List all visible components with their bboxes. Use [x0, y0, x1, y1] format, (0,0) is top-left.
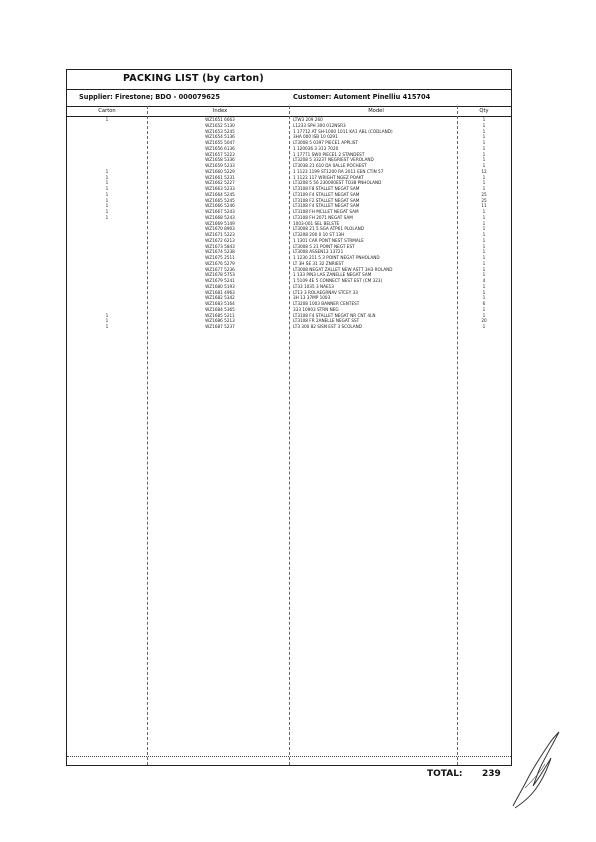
model-cell: LT3108 F8 STALLET NEGAT SAM: [293, 186, 360, 191]
table-row: [67, 117, 511, 123]
header-qty: Qty: [479, 108, 489, 114]
carton-cell: 1: [105, 209, 109, 214]
qty-cell: 1: [482, 134, 486, 140]
table-row: [67, 186, 511, 192]
index-cell: WZ1674 5238: [205, 249, 235, 255]
table-row: [67, 221, 511, 227]
carton-cell: 1: [105, 186, 109, 191]
model-cell: 1 120036 3 313 7020: [293, 145, 339, 151]
table-row: [67, 157, 511, 163]
model-cell: 3HA 000 ISB 10 0291: [293, 134, 338, 140]
table-row: [67, 215, 511, 221]
index-cell: WZ1664 5245: [205, 191, 235, 197]
table-row: [67, 192, 511, 198]
table-row: [67, 295, 511, 301]
index-cell: WZ1660 5229: [205, 168, 235, 174]
table-row: [67, 146, 511, 152]
qty-cell: 1: [482, 312, 486, 318]
carton-cell: 1: [105, 180, 109, 186]
model-cell: LT3208 1003 BANNER CENTEST: [293, 301, 360, 306]
qty-cell: 12: [481, 168, 487, 174]
qty-cell: 25: [481, 191, 487, 197]
qty-cell: 4: [482, 278, 486, 283]
qty-cell: 1: [482, 214, 486, 220]
qty-cell: 1: [482, 163, 486, 168]
model-cell: 1 17771 SW0 PIECE1 2 STANDEST: [293, 151, 365, 157]
table-row: [67, 249, 511, 255]
qty-cell: 1: [482, 220, 486, 226]
table-row: [67, 272, 511, 278]
index-cell: WZ1671 5223: [205, 232, 235, 237]
index-cell: WZ1669 5149: [205, 220, 235, 226]
table-row: [67, 198, 511, 204]
index-cell: WZ1682 5342: [205, 295, 235, 301]
model-cell: 1 5109 4E 5 CONNECT NEST EST (CM 323): [293, 278, 383, 283]
index-cell: WZ1661 5231: [205, 174, 235, 180]
table-row: [67, 129, 511, 135]
table-row: [67, 175, 511, 181]
model-cell: 1 1123 1199 ST1200 RA 2011 EEN CTIN 57: [293, 168, 384, 174]
index-cell: WZ1658 5336: [205, 157, 235, 163]
carton-cell: 1: [105, 214, 109, 220]
qty-cell: 1: [482, 237, 486, 243]
index-cell: WZ1675 2511: [205, 255, 235, 260]
index-cell: WZ1656 6136: [205, 145, 235, 151]
qty-cell: 1: [482, 226, 486, 232]
model-cell: LT 3H SE 31 32 ZNRIEST: [293, 260, 344, 266]
table-row: [67, 123, 511, 129]
carton-cell: 1: [105, 203, 109, 209]
table-row: [67, 152, 511, 158]
total-label: TOTAL:: [427, 769, 463, 779]
packing-list-sheet: [66, 69, 512, 766]
header-model: Model: [368, 108, 384, 114]
index-cell: WZ1676 5279: [205, 260, 235, 266]
table-row: [67, 261, 511, 267]
qty-cell: 11: [481, 203, 487, 209]
model-cell: LT3208 5 56 230000EST TO38 PNHOLAND: [293, 180, 382, 186]
qty-cell: 1: [482, 260, 486, 266]
title-row: [67, 70, 511, 90]
model-cell: 1 1230 211 5 3 POINT NEGAT PNHOLAND: [293, 255, 380, 260]
model-cell: L1233 SPH 300 012NSR3: [293, 122, 346, 128]
qty-cell: 1: [482, 128, 486, 134]
model-cell: LT3108 F4 STALLET NEGAT SAM: [293, 203, 360, 209]
model-cell: 333 10903 STRN NEG: [293, 306, 339, 312]
qty-cell: 1: [482, 151, 486, 157]
model-cell: LT3108 FH MCLLET NEGAT SAM: [293, 209, 359, 214]
table-row: [67, 324, 511, 330]
index-cell: WZ1663 5233: [205, 186, 235, 191]
qty-cell: 1: [482, 295, 486, 301]
table-row: [67, 290, 511, 296]
table-row: [67, 238, 511, 244]
customer-info: Customer: Automent Pinelliu 415704: [293, 93, 431, 101]
table-row: [67, 209, 511, 215]
index-cell: WZ1652 5130: [205, 122, 235, 128]
index-cell: WZ1665 5245: [205, 197, 235, 203]
qty-cell: 1: [482, 306, 486, 312]
index-cell: WZ1653 5245: [205, 128, 235, 134]
model-cell: LT3108 FR 2ANELLE NEGAT SST: [293, 318, 360, 324]
table-bottom-line: [67, 756, 511, 757]
index-cell: WZ1659 5233: [205, 163, 235, 168]
table-row: [67, 307, 511, 313]
qty-cell: 1: [482, 283, 486, 289]
qty-cell: 1: [482, 249, 486, 255]
index-cell: WZ1681 4963: [205, 289, 235, 295]
model-cell: LTW3 209 260: [293, 117, 323, 122]
qty-cell: 20: [481, 318, 487, 324]
table-row: [67, 226, 511, 232]
index-cell: WZ1687 5237: [205, 324, 235, 329]
table-row: [67, 284, 511, 290]
table-row: [67, 140, 511, 146]
total-value: 239: [482, 769, 501, 779]
qty-cell: 1: [482, 140, 486, 145]
index-cell: WZ1672 6213: [205, 237, 235, 243]
qty-cell: 1: [482, 209, 486, 214]
index-cell: WZ1668 5243: [205, 214, 235, 220]
model-cell: LT33 1035 3 NAE13: [293, 283, 334, 289]
carton-cell: 1: [105, 312, 109, 318]
index-cell: WZ1666 5246: [205, 203, 235, 209]
qty-cell: 1: [482, 272, 486, 278]
table-row: [67, 169, 511, 175]
model-cell: 1003-001 SEL BELSTE: [293, 220, 340, 226]
carton-cell: 1: [105, 117, 109, 122]
model-cell: LT3008 5 0397 PIECE1 APPLIST: [293, 140, 358, 145]
qty-cell: 1: [482, 324, 486, 329]
index-cell: WZ1657 5223: [205, 151, 235, 157]
qty-cell: 1: [482, 145, 486, 151]
index-cell: WZ1683 5164: [205, 301, 235, 306]
model-cell: LT3 300 82 SISN EST 3 SCOLAND: [293, 324, 363, 329]
index-cell: WZ1670 8903: [205, 226, 235, 232]
supplier-info: Supplier: Firestone; BDO - 000079625: [79, 93, 220, 101]
qty-cell: 1: [482, 186, 486, 191]
index-cell: WZ1667 5243: [205, 209, 235, 214]
carton-cell: 1: [105, 197, 109, 203]
qty-cell: 1: [482, 174, 486, 180]
signature: [505, 728, 565, 810]
header-carton: Carton: [98, 108, 116, 114]
index-cell: WZ1673 5843: [205, 243, 235, 249]
index-cell: WZ1679 5241: [205, 278, 235, 283]
table-row: [67, 244, 511, 250]
qty-cell: 1: [482, 157, 486, 163]
carton-cell: 1: [105, 168, 109, 174]
qty-cell: 1: [482, 289, 486, 295]
table-row: [67, 278, 511, 284]
index-cell: WZ1655 5047: [205, 140, 235, 145]
info-row: [67, 89, 511, 107]
model-cell: LT3208 5 33237 NEGRIEST VEROLAND: [293, 157, 374, 163]
index-cell: WZ1685 5211: [205, 312, 235, 318]
carton-cell: 1: [105, 324, 109, 329]
qty-cell: 1: [482, 117, 486, 122]
model-cell: LT3108 F2 STALLET NEGAT SAM: [293, 197, 360, 203]
header-index: Index: [212, 108, 228, 114]
qty-cell: 25: [481, 197, 487, 203]
model-cell: LT3038 21 610 DA 0ALLE POCHEST: [293, 163, 367, 168]
index-cell: WZ1651 6663: [205, 117, 235, 122]
table-row: [67, 134, 511, 140]
index-cell: WZ1662 5227: [205, 180, 235, 186]
table-row: [67, 203, 511, 209]
qty-cell: 1: [482, 232, 486, 237]
index-cell: WZ1686 5213: [205, 318, 235, 324]
index-cell: WZ1678 5753: [205, 272, 235, 278]
model-cell: 1 133 PIN3 LAS ZANELLE NEGAT SAM: [293, 272, 372, 278]
index-cell: WZ1680 5193: [205, 283, 235, 289]
table-row: [67, 232, 511, 238]
qty-cell: 1: [482, 122, 486, 128]
qty-cell: 1: [482, 266, 486, 272]
model-cell: 1 17712 AT SH-1000 1011 KA1 ABL (CODLAND): [293, 128, 393, 134]
carton-cell: 1: [105, 318, 109, 324]
table-row: [67, 267, 511, 273]
qty-cell: 6: [482, 301, 486, 306]
table-row: [67, 301, 511, 307]
table-row: [67, 255, 511, 261]
model-cell: 1 1123 117 WRIGHT NGEZ POAKT: [293, 174, 364, 180]
table-row: [67, 163, 511, 169]
index-cell: WZ1654 5136: [205, 134, 235, 140]
model-cell: LT13 3 ROLAEGRNAV STCEY 33: [293, 289, 358, 295]
qty-cell: 1: [482, 180, 486, 186]
index-cell: WZ1677 5236: [205, 266, 235, 272]
model-cell: LT3109 F4 STALLET NEGAT SAM: [293, 191, 360, 197]
document-title: PACKING LIST (by carton): [123, 73, 264, 84]
model-cell: LT3108 F4 STALLET NEGAT NR CNT 4LN: [293, 312, 376, 318]
index-cell: WZ1684 5365: [205, 306, 235, 312]
table-row: [67, 180, 511, 186]
table-row: [67, 313, 511, 319]
model-cell: LT3008 5 21 POINT NEGT EST: [293, 243, 355, 249]
carton-cell: 1: [105, 174, 109, 180]
model-cell: 3H 13 37MP 1003: [293, 295, 331, 301]
model-cell: LT3208 200 0 10 ST 13H: [293, 232, 345, 237]
model-cell: LT3108 FH 2071 NEGAT SAM: [293, 214, 353, 220]
table-row: [67, 318, 511, 324]
carton-cell: 1: [105, 191, 109, 197]
model-cell: 1 1301 CAR PONT NEST STRMALE: [293, 237, 364, 243]
model-cell: LT3008 21 5 SGA ATP61 PLOLAND: [293, 226, 364, 232]
qty-cell: 1: [482, 243, 486, 249]
model-cell: LT3008 NEGAT ZALLET NEW ASTT 3H3 ROLAND: [293, 266, 393, 272]
qty-cell: 1: [482, 255, 486, 260]
model-cell: LT3008 ASSEN13 13721: [293, 249, 344, 255]
